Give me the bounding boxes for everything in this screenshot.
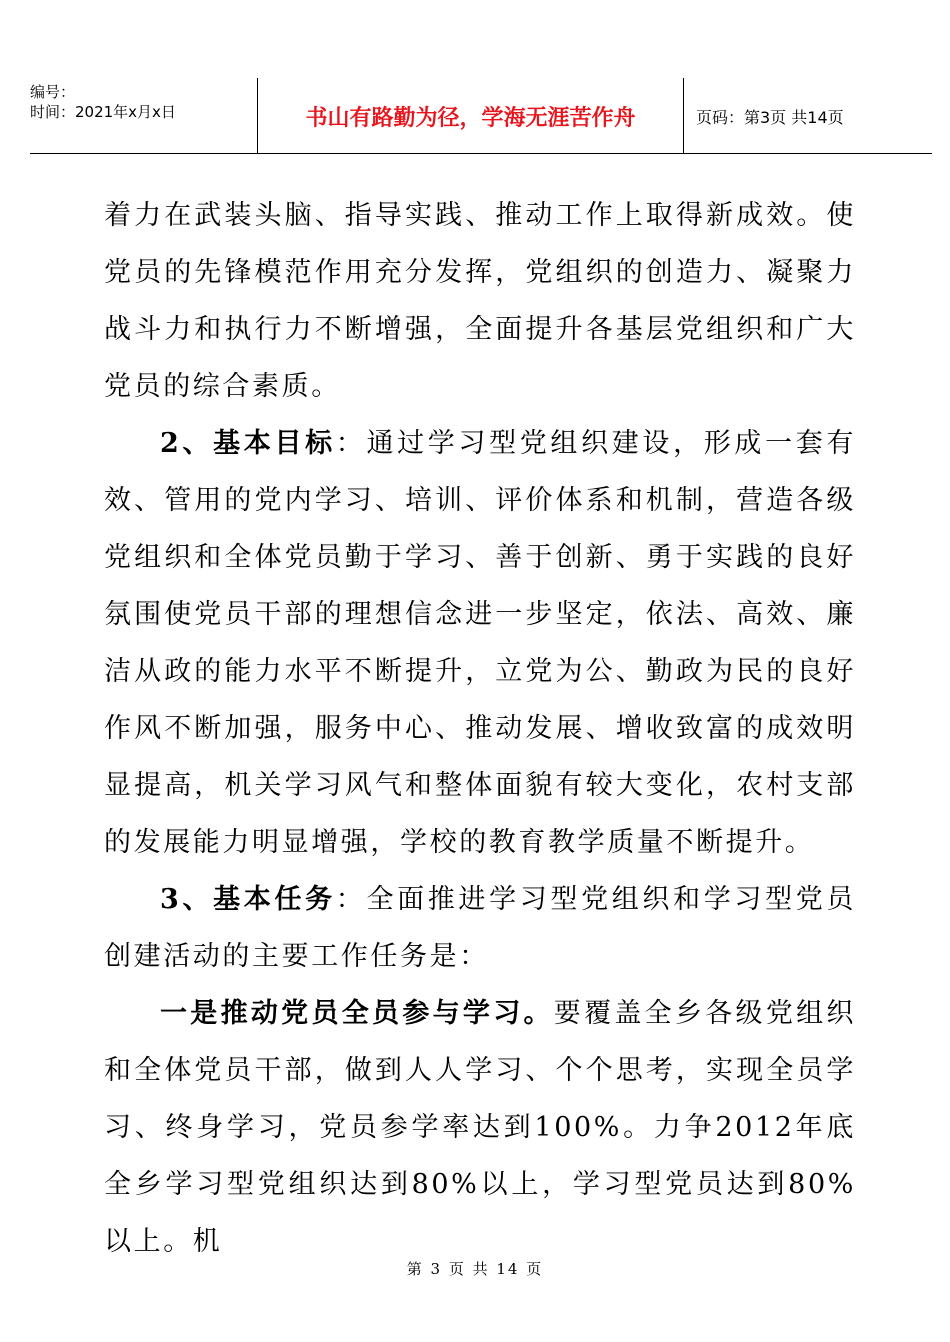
paragraph-text: 着力在武装头脑、指导实践、推动工作上取得新成效。使党员的先锋模范作用充分发挥，党组织的创造力、凝聚力战斗力和执行力不断增强，全面提升各基层党组织和广大党员的综合素质。 [104,200,856,402]
paragraph-text: 要覆盖全乡各级党组织和全体党员干部，做到人人学习、个个思考，实现全员学习、终身学习，党员参学率达到100%。力争2012年底全乡学习型党组织达到80%以上，学习型党员达到80%以上。机 [104,998,856,1257]
header-page-label: 页码：第3页 共14页 [696,107,844,127]
section-heading-basic-goal: 2、基本目标 [160,428,336,459]
document-time-label: 时间：2021年x月x日 [30,103,176,121]
paragraph-basic-goal [104,415,856,871]
header-motto: 书山有路勤为径，学海无涯苦作舟 [258,78,684,154]
paragraph-basic-task [104,871,856,985]
paragraph-text: ：通过学习型党组织建设，形成一套有效、管用的党内学习、培训、评价体系和机制，营造各级党组织和全体党员勤于学习、善于创新、勇于实践的良好氛围使党员干部的理想信念进一步坚定，依法、高效、廉洁从政的能力水平不断提升，立党为公、勤政为民的良好作风不断加强，服务中心、推动发展、增收致富的成效明显提高，机关学习风气和整体面貌有较大变化，农村支部的发展能力明显增强，学校的教育教学质量不断提升。 [104,428,857,858]
paragraph-text: ：全面推进学习型党组织和学习型党员创建活动的主要工作任务是： [104,884,857,972]
paragraph-1 [104,187,856,415]
page-footer: 第 3 页 共 14 页 [406,1260,544,1278]
task-one-heading: 一是推动党员全员参与学习。 [160,998,554,1029]
document-number-label: 编号： [30,83,76,101]
section-heading-basic-task: 3、基本任务 [160,884,336,915]
header-meta [30,78,258,154]
paragraph-task-one [104,985,856,1270]
document-body [104,187,856,1270]
page-header [30,78,932,154]
